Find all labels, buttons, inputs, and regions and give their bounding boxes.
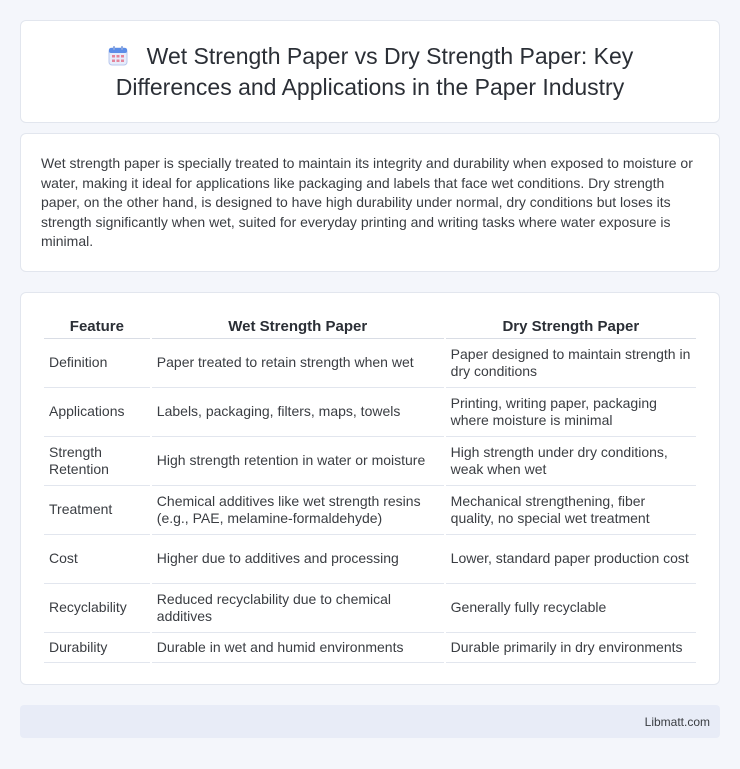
comparison-table xyxy=(42,315,698,663)
table-row xyxy=(44,633,696,663)
header-feature: Feature xyxy=(44,315,150,339)
table-header-row xyxy=(44,315,696,339)
dry-cell: Generally fully recyclable xyxy=(446,584,696,633)
table-row xyxy=(44,388,696,437)
comparison-table-card xyxy=(20,292,720,685)
header-dry-strength: Dry Strength Paper xyxy=(446,315,696,339)
title-card xyxy=(20,20,720,123)
wet-cell: High strength retention in water or moisture xyxy=(152,437,444,486)
wet-cell: Paper treated to retain strength when wet xyxy=(152,339,444,388)
table-row xyxy=(44,339,696,388)
feature-cell: Definition xyxy=(44,339,150,388)
wet-cell: Reduced recyclability due to chemical additives xyxy=(152,584,444,633)
calendar-icon xyxy=(107,44,129,66)
dry-cell: Mechanical strengthening, fiber quality, no special wet treatment xyxy=(446,486,696,535)
feature-cell: Applications xyxy=(44,388,150,437)
table-row xyxy=(44,535,696,584)
dry-cell: Durable primarily in dry environments xyxy=(446,633,696,663)
wet-cell: Labels, packaging, filters, maps, towels xyxy=(152,388,444,437)
feature-cell: Recyclability xyxy=(44,584,150,633)
wet-cell: Chemical additives like wet strength resins (e.g., PAE, melamine-formaldehyde) xyxy=(152,486,444,535)
header-wet-strength: Wet Strength Paper xyxy=(152,315,444,339)
dry-cell: High strength under dry conditions, weak when wet xyxy=(446,437,696,486)
intro-paragraph: Wet strength paper is specially treated to maintain its integrity and durability when exposed to moisture or water, making it ideal for applications like packaging and labels that face wet conditions. Dry strength paper, on the other hand, is designed to have high durability under normal, dry conditions but loses its strength significantly when wet, suited for everyday printing and writing tasks where water exposure is minimal. xyxy=(41,155,693,250)
page-title xyxy=(60,41,680,103)
footer xyxy=(20,705,720,738)
table-row xyxy=(44,584,696,633)
feature-cell: Strength Retention xyxy=(44,437,150,486)
wet-cell: Higher due to additives and processing xyxy=(152,535,444,584)
footer-brand: Libmatt.com xyxy=(644,715,710,729)
dry-cell: Paper designed to maintain strength in dry conditions xyxy=(446,339,696,388)
dry-cell: Printing, writing paper, packaging where moisture is minimal xyxy=(446,388,696,437)
feature-cell: Treatment xyxy=(44,486,150,535)
dry-cell: Lower, standard paper production cost xyxy=(446,535,696,584)
intro-card xyxy=(20,133,720,272)
feature-cell: Cost xyxy=(44,535,150,584)
table-row xyxy=(44,486,696,535)
feature-cell: Durability xyxy=(44,633,150,663)
wet-cell: Durable in wet and humid environments xyxy=(152,633,444,663)
table-row xyxy=(44,437,696,486)
page-title-text: Wet Strength Paper vs Dry Strength Paper: Key Differences and Applications in the Paper Industry xyxy=(115,42,634,100)
